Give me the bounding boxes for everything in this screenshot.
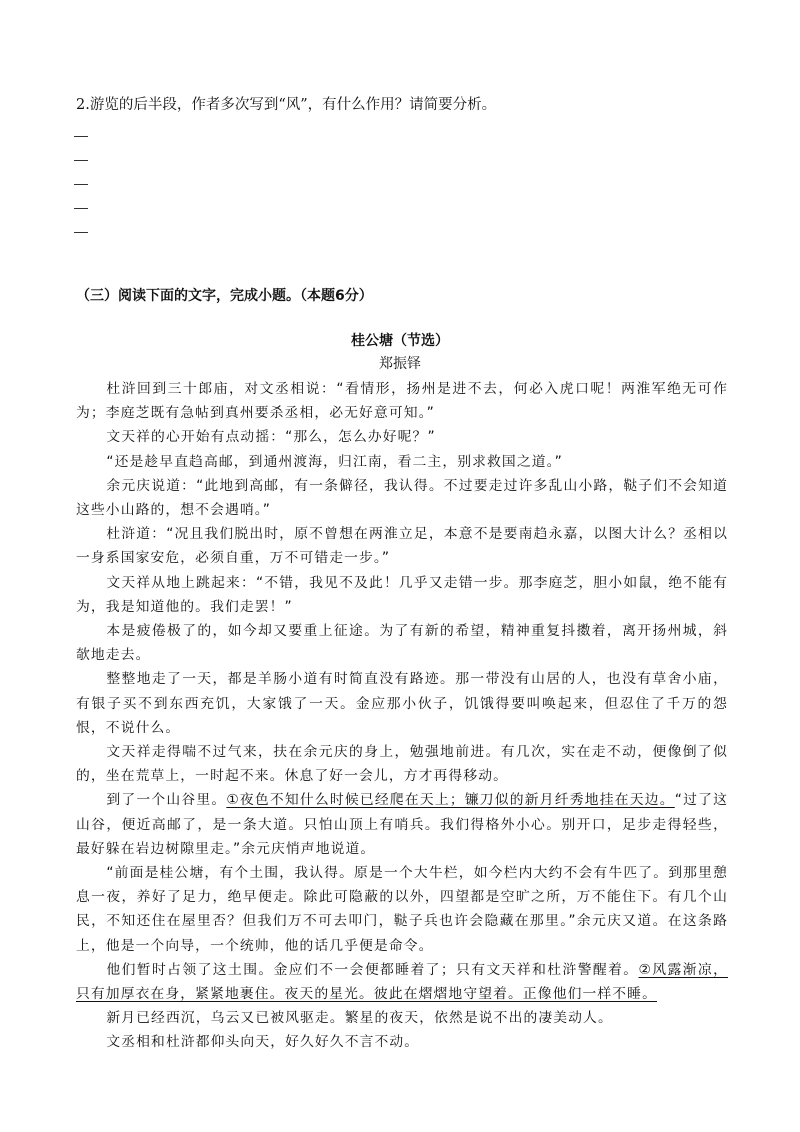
article-paragraph — [76, 958, 728, 1006]
paragraph-text: 到了一个山谷里。 — [106, 792, 227, 809]
paragraph-text: 文天祥从地上跳起来：“不错，我见不及此！几乎又走错一步。那李庭芝，胆小如鼠，绝不能有为，我是知道他的。我们走罢！” — [76, 574, 728, 615]
answer-line — [74, 173, 114, 197]
article-paragraph — [76, 522, 728, 570]
article-paragraph — [76, 861, 728, 958]
article-author: 郑振铎 — [379, 356, 421, 372]
answer-lines — [74, 125, 114, 245]
underlined-sentence: ②风露渐凉，只有加厚衣在身，紧紧地裹住。夜天的星光。彼此在熠熠地守望着。正像他们一样不睡。 — [76, 961, 729, 1003]
article-paragraph — [76, 450, 728, 474]
article-title: 桂公塘（节选） — [351, 333, 449, 349]
section-heading: （三）阅读下面的文字，完成小题。（本题6分） — [76, 288, 373, 304]
article-paragraph — [76, 1030, 728, 1054]
article-paragraph — [76, 571, 728, 619]
paragraph-text: 杜浒道：“况且我们脱出时，原不曾想在两淮立足，本意不是要南趋永嘉，以图大计么？丞相以一身系国家安危，必须自重，万不可错走一步。” — [76, 526, 728, 567]
answer-line-mark — [74, 184, 88, 185]
answer-line-mark — [74, 232, 88, 233]
paragraph-text: 整整地走了一天，都是羊肠小道有时简直没有路迹。那一带没有山居的人，也没有草舍小庙，有银子买不到东西充饥，大家饿了一天。金应那小伙子，饥饿得要叫唤起来，但忍住了千万的怨恨，不说什么。 — [76, 671, 728, 736]
paragraph-text: “前面是桂公塘，有个土围，我认得。原是一个大牛栏，如今栏内大约不会有牛匹了。到那里憩息一夜，养好了足力，绝早便走。除此可隐蔽的以外，四望都是空旷之所，万不能住下。有几个山民，不知还住在屋里否？但我们万不可去叩门，鞑子兵也许会隐藏在那里。”余元庆又道。在这条路上，他是一个向导，一个统帅，他的话几乎便是命令。 — [76, 865, 728, 954]
article-body — [76, 377, 728, 1055]
paragraph-text: 文天祥走得喘不过气来，扶在余元庆的身上，勉强地前进。有几次，实在走不动，便像倒了似的，坐在荒草上，一时起不来。休息了好一会儿，方才再得移动。 — [76, 744, 728, 785]
article-paragraph — [76, 619, 728, 667]
article-paragraph — [76, 425, 728, 449]
paragraph-text: 余元庆说道：“此地到高邮，有一条僻径，我认得。不过要走过许多乱山小路，鞑子们不会知道这些小山路的，想不会遇哨。” — [76, 477, 728, 519]
paragraph-text: 他们暂时占领了这土围。金应们不一会便都睡着了；只有文天祥和杜浒警醒着。 — [106, 961, 639, 978]
article-paragraph — [76, 377, 728, 425]
article-paragraph — [76, 788, 728, 861]
article-paragraph — [76, 474, 728, 522]
answer-line-mark — [74, 208, 88, 209]
answer-line — [74, 149, 114, 173]
article-paragraph — [76, 667, 728, 740]
answer-line-mark — [74, 136, 88, 137]
article-paragraph — [76, 740, 728, 788]
underlined-sentence: ①夜色不知什么时候已经爬在天上；镰刀似的新月纤秀地挂在天边。 — [226, 792, 675, 809]
paragraph-text: 杜浒回到三十郎庙，对文丞相说：“看情形，扬州是进不去，何必入虎口呢！两淮军绝无可作为；李庭芝既有急帖到真州要杀丞相，必无好意可知。” — [76, 381, 728, 422]
answer-line — [74, 221, 114, 245]
article-paragraph — [76, 1006, 728, 1030]
answer-line — [74, 125, 114, 149]
paragraph-text: 本是疲倦极了的，如今却又要重上征途。为了有新的希望，精神重复抖擞着，离开扬州城，斜欹地走去。 — [76, 623, 728, 664]
paragraph-text: 文天祥的心开始有点动摇：“那么，怎么办好呢？” — [106, 429, 436, 446]
paragraph-text: “还是趁早直趋高邮，到通州渡海，归江南，看二主，别求救国之道。” — [106, 453, 563, 470]
paragraph-text: 文丞相和杜浒都仰头向天，好久好久不言不动。 — [106, 1034, 420, 1051]
answer-line-mark — [74, 160, 88, 161]
question-2: 2.游览的后半段，作者多次写到“风”，有什么作用？请简要分析。 — [76, 97, 497, 113]
paragraph-text: 新月已经西沉，乌云又已被风驱走。繁星的夜天，依然是说不出的凄美动人。 — [106, 1010, 613, 1027]
paragraph-text: “过了这山谷，便近高邮了，是一条大道。只怕山顶上有哨兵。我们得格外小心。别开口，足步走得轻些，最好躲在岩边树隙里走。”余元庆悄声地说道。 — [76, 792, 728, 857]
answer-line — [74, 197, 114, 221]
